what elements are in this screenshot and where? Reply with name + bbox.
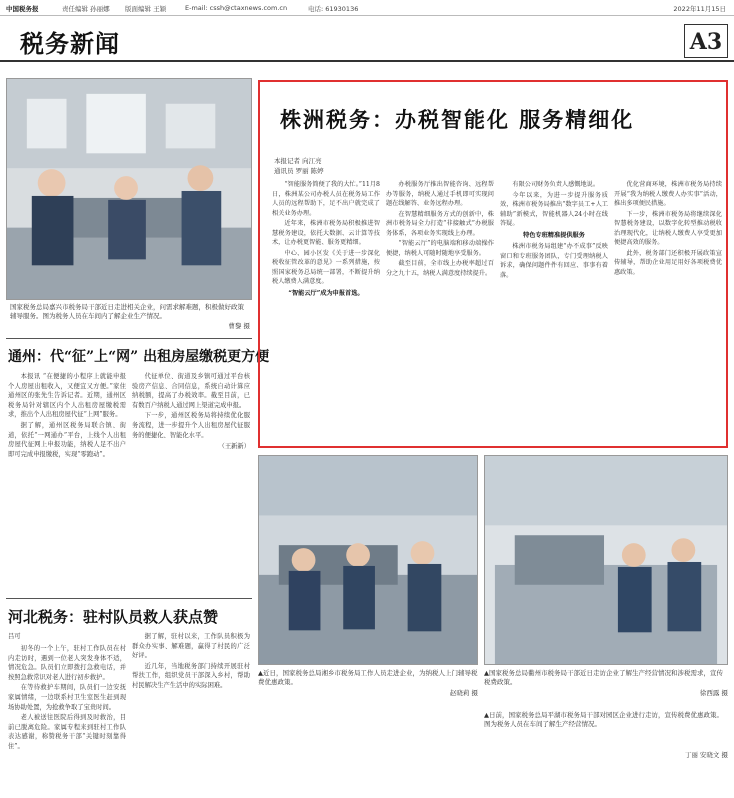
paragraph: 代征单位、街道及乡镇可通过平台核验房产信息、合同信息，系统自动计算应纳税额，提高了办税效率。截至目前，已有数百户纳税人通过网上渠道完成申报。 <box>132 373 250 409</box>
feature-column-2 <box>386 180 494 442</box>
article-credit: （王新新） <box>218 443 250 451</box>
feature-byline <box>274 156 324 176</box>
feature-article-box <box>258 80 728 448</box>
article-body-tongzhou-2 <box>132 372 250 588</box>
subheading: “智能云厅”成为申报首选。 <box>288 289 364 297</box>
article-body-hebei-1 <box>8 644 126 794</box>
article-body-tongzhou-1 <box>8 372 126 588</box>
paragraph: 株洲市税务局组建“办不成事”反映窗口和专班服务团队，专门受理纳税人诉求，确保问题件件有回应、事事有着落。 <box>500 243 608 279</box>
paragraph: 据了解，驻村以来，工作队员积极为群众办实事、解难题，赢得了村民的广泛好评。 <box>132 633 250 660</box>
paragraph: 截至目前，全市线上办税率超过百分之九十五，纳税人满意度持续提升。 <box>386 260 494 277</box>
paragraph: 下一步，株洲市税务局将继续深化智慧税务建设，以数字化转型推动税收治理现代化，让纳税人缴费人享受更加便捷高效的服务。 <box>614 210 722 246</box>
paragraph: “智能服务简便了我的大忙。”11月8日，株洲某公司办税人员在税务局工作人员的远程帮助下，足不出户就完成了相关业务办理。 <box>272 181 380 217</box>
feature-column-4 <box>614 180 722 442</box>
section-title: 税务新闻 <box>20 29 120 58</box>
bottom-top-credit: 赵晓莉 摄 <box>449 689 478 697</box>
paragraph: 今年以来，为进一步提升服务质效，株洲市税务局推出“数字员工+人工辅助”新模式，智能机器人24小时在线答疑。 <box>500 191 608 227</box>
layout-editor: 版面编辑 王颖 <box>125 5 167 13</box>
article-body-hebei-2 <box>132 632 250 794</box>
paragraph: 在等待救护车期间，队员们一边安抚家属情绪，一边联系村卫生室医生赶到现场协助处置，为抢救争取了宝贵时间。 <box>8 684 126 711</box>
correspondent-line: 通讯员 罗丽 陈婷 <box>274 167 324 175</box>
photo-caption: 国家税务总局嘉兴市税务局干部近日走进相关企业，问需求解难题，积极做好政策辅导服务。图为税务人员在车间内了解企业生产情况。 <box>10 303 244 320</box>
bottom-credit-2: 丁丽 安晓文 摄 <box>684 751 728 759</box>
workshop-photo <box>484 455 728 665</box>
article-byline-hebei: 吕可 <box>8 633 21 640</box>
paragraph: 办税服务厅推出智能咨询、远程帮办等服务，纳税人通过手机即可实现问题在线解答、业务远程办理。 <box>386 181 494 207</box>
feature-headline[interactable]: 株洲税务：办税智能化 服务精细化 <box>280 107 635 132</box>
subheading: 特色专班精准提供服务 <box>523 231 585 239</box>
issue-date: 2022年11月15日 <box>673 5 726 13</box>
factory-photo <box>258 455 478 665</box>
paragraph: 近几年，当地税务部门持续开展驻村帮扶工作，组织党员干部深入乡村，帮助村民解决生产生活中的实际困难。 <box>132 662 250 689</box>
article-title-hebei[interactable]: 河北税务：驻村队员救人获点赞 <box>8 608 219 626</box>
tax-office-photo <box>6 78 252 300</box>
paragraph: 据了解，通州区税务局联合镇、街道，依托“一网通办”平台，上线个人出租房屋代征网上申报功能，纳税人足不出户即可完成申报缴税，实现“零跑动”。 <box>8 421 126 458</box>
paragraph: 本报讯 “在便捷的小程序上就能申报个人房屋出租收入，又便宜又方便。”家住通州区的张先生告诉记者。近期，通州区税务局针对辖区内个人出租房屋缴税需求，推出个人出租房屋代征“上网”服务。 <box>8 373 126 419</box>
paragraph: 下一步，通州区税务局将持续优化服务流程，进一步提升个人出租房屋代征服务的便捷化、智能化水平。 <box>132 412 250 439</box>
contact-email[interactable]: E-mail: cssh@ctaxnews.com.cn <box>185 4 288 12</box>
bottom-caption-1: ▲国家税务总局衢州市税务局干部近日走访企业了解生产经营情况和涉税需求，宣传税费政策。 <box>484 669 723 686</box>
divider <box>6 338 252 339</box>
feature-column-3 <box>500 180 608 442</box>
bottom-caption-2: ▲日前，国家税务总局平湖市税务局干部对园区企业进行走访，宣传税费优惠政策。图为税务人员在车间了解生产经营情况。 <box>484 711 723 728</box>
photo-section <box>258 455 728 795</box>
newspaper-brand: 中国税务报 <box>6 5 39 13</box>
paragraph: 初冬的一个上午，驻村工作队员在村内走访时，遇到一位老人突发身体不适，情况危急。队员们立即拨打急救电话，并按照急救常识对老人进行初步救护。 <box>8 645 126 681</box>
contact-phone: 电话: 61930136 <box>308 5 359 13</box>
bottom-credit-1: 徐西露 摄 <box>699 689 728 697</box>
article-title-tongzhou[interactable]: 通州：代“征”上“网” 出租房屋缴税更方便 <box>8 349 270 365</box>
paragraph: 有限公司财务负责人感慨地说。 <box>512 181 600 188</box>
page-number: A3 <box>684 24 728 58</box>
section-header <box>0 18 734 62</box>
feature-column-1 <box>272 180 380 442</box>
photo-credit: 曹黎 摄 <box>228 322 250 330</box>
paragraph: 近年来，株洲市税务局积极推进智慧税务建设，依托大数据、云计算等技术，让办税更智能、服务更精细。 <box>272 220 380 246</box>
reporter-line: 本报记者 向江亮 <box>274 157 322 165</box>
responsible-editor: 责任编辑 孙丽娜 <box>62 5 110 13</box>
paragraph: 此外，税务部门还积极开展政策宣传辅导，帮助企业用足用好各项税费优惠政策。 <box>614 249 722 276</box>
paragraph: 中心、园小区发《关于进一步深化税收征管改革的意见》一系列措施，按照国家税务总局统一部署，不断提升纳税人缴费人满意度。 <box>272 249 380 285</box>
divider <box>6 598 252 599</box>
paragraph: 老人被送往医院后得到及时救治，目前已脱离危险。家属专程来到驻村工作队表达感谢，称赞税务干部“关键时刻靠得住”。 <box>8 714 126 750</box>
paragraph: 在智慧精细服务方式的创新中，株洲市税务局全力打造“非接触式”办税服务体系，各项业务实现线上办理。 <box>386 210 494 237</box>
paragraph: 优化营商环境，株洲市税务局持续开展“我为纳税人缴费人办实事”活动，推出多项便民措施。 <box>614 181 722 207</box>
bottom-top-caption: ▲近日，国家税务总局湘乡市税务局工作人员走进企业，为纳税人上门辅导税费优惠政策。 <box>258 669 478 686</box>
paragraph: “智能云厅”的电脑端和移动端操作便捷，纳税人可随时随地享受服务。 <box>386 240 494 257</box>
masthead-bar <box>0 0 734 16</box>
